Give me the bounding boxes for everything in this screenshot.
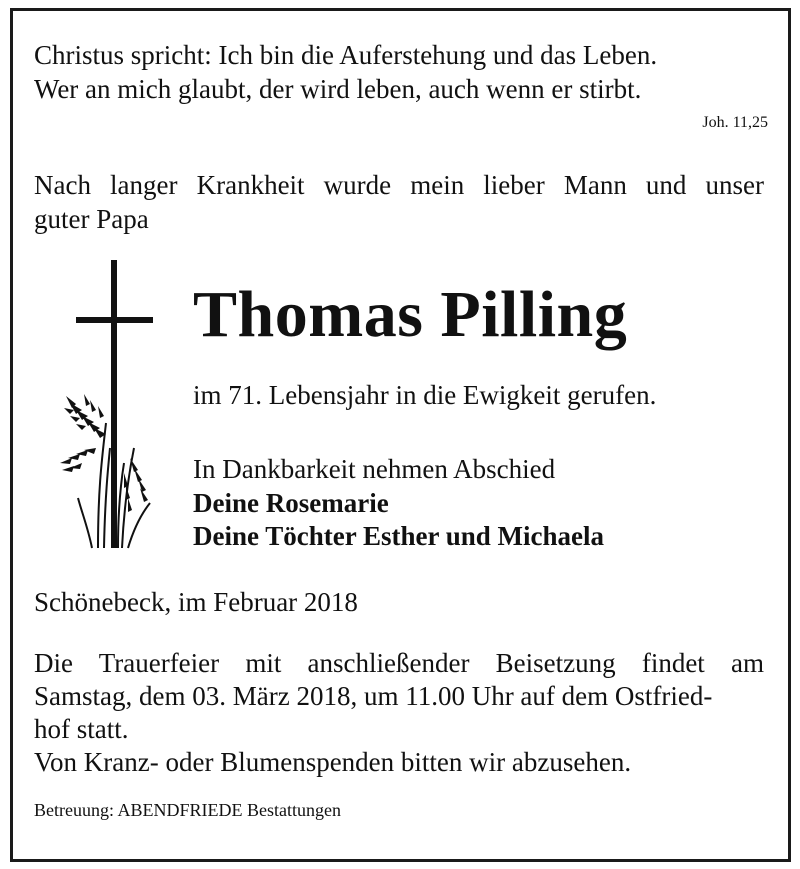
signer-2: Deine Töchter Esther und Michaela [193, 521, 604, 551]
place-date: Schönebeck, im Februar 2018 [34, 587, 358, 617]
age-line: im 71. Lebensjahr in die Ewigkeit gerufen. [193, 380, 657, 410]
funeral-line-2: Samstag, dem 03. März 2018, um 11.00 Uhr auf dem Ostfried- [34, 681, 713, 711]
funeral-line-3: hof statt. [34, 714, 129, 744]
deceased-name: Thomas Pilling [193, 278, 628, 351]
cross-with-wheat-icon [58, 258, 168, 550]
bible-reference: Joh. 11,25 [702, 114, 768, 131]
funeral-line-4: Von Kranz- oder Blumenspenden bitten wir abzusehen. [34, 747, 632, 777]
quote-line-1: Christus spricht: Ich bin die Auferstehung und das Leben. [34, 40, 658, 70]
farewell-intro: In Dankbarkeit nehmen Abschied [193, 454, 556, 484]
undertaker-credit: Betreuung: ABENDFRIEDE Bestattungen [34, 800, 341, 820]
funeral-line-1: Die Trauerfeier mit anschließender Beisetzung findet am [34, 648, 764, 678]
signer-1: Deine Rosemarie [193, 488, 389, 518]
quote-line-2: Wer an mich glaubt, der wird leben, auch wenn er stirbt. [34, 74, 642, 104]
intro-line-2: guter Papa [34, 204, 149, 234]
intro-line-1: Nach langer Krankheit wurde mein lieber Mann und unser [34, 170, 764, 200]
